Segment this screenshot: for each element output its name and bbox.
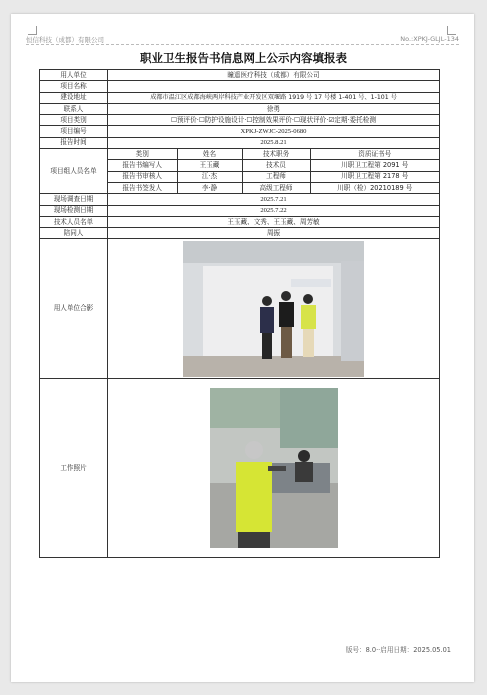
work-photo xyxy=(210,388,338,548)
staff-cell: 报告书审核人 xyxy=(108,171,177,182)
value: 瞳遥医疗科技（成都）有限公司 xyxy=(108,70,440,81)
staff-cell: 江·杰 xyxy=(177,171,242,182)
label: 用人单位合影 xyxy=(40,239,108,379)
row-employer xyxy=(40,70,440,81)
row-project-name xyxy=(40,81,440,92)
label: 报告时间 xyxy=(40,137,108,148)
value xyxy=(108,81,440,92)
row-staff xyxy=(40,149,440,194)
staff-cell: 技术员 xyxy=(242,160,310,171)
staff-row xyxy=(108,160,439,171)
row-photo-work xyxy=(40,379,440,558)
staff-cell: 李·静 xyxy=(177,182,242,193)
staff-header: 技术职务 xyxy=(242,149,310,160)
label: 技术人员名单 xyxy=(40,216,108,227)
info-table xyxy=(39,69,440,558)
value: 周振 xyxy=(108,228,440,239)
label: 联系人 xyxy=(40,103,108,114)
footer-version: 版号：8.0··启用日期：2025.05.01 xyxy=(345,646,451,654)
label: 建设地址 xyxy=(40,92,108,103)
label: 项目组人员名单 xyxy=(40,149,108,194)
row-report-date xyxy=(40,137,440,148)
header-company: 恒信科技（成都）有限公司 xyxy=(26,36,104,44)
value: 2025.8.21 xyxy=(108,137,440,148)
header-rule xyxy=(26,44,459,45)
value: 徐勇 xyxy=(108,103,440,114)
label: 项目编号 xyxy=(40,126,108,137)
group-photo xyxy=(183,241,364,377)
crop-mark xyxy=(28,26,37,35)
form-title: 职业卫生报告书信息网上公示内容填报表 xyxy=(140,51,347,65)
label: 现场调查日期 xyxy=(40,194,108,205)
label: 陪同人 xyxy=(40,228,108,239)
staff-cell: 高级工程师 xyxy=(242,182,310,193)
row-survey-date xyxy=(40,194,440,205)
label: 工作照片 xyxy=(40,379,108,558)
staff-cell: 王玉藏 xyxy=(177,160,242,171)
staff-table xyxy=(108,149,439,193)
label: 用人单位 xyxy=(40,70,108,81)
staff-cell: 报告书编写人 xyxy=(108,160,177,171)
staff-cell: 川职（检）20210189 号 xyxy=(310,182,439,193)
staff-cell: 川职卫工程第 2178 号 xyxy=(310,171,439,182)
staff-header: 类别 xyxy=(108,149,177,160)
staff-cell: 工程师 xyxy=(242,171,310,182)
crop-mark xyxy=(447,26,456,35)
row-report-no xyxy=(40,126,440,137)
value: 成都市温江区成都海峡两岸科技产业开发区双堰路 1919 号 17 号楼 1-401 号、1-101 号 xyxy=(108,92,440,103)
value: 王玉藏、文秀、王玉藏、周芳敏 xyxy=(108,216,440,227)
row-category xyxy=(40,115,440,126)
staff-cell: 报告书签发人 xyxy=(108,182,177,193)
row-escort xyxy=(40,228,440,239)
row-contact xyxy=(40,103,440,114)
staff-header: 资质证书号 xyxy=(310,149,439,160)
staff-cell: 川职卫工程第 2091 号 xyxy=(310,160,439,171)
row-tech-staff xyxy=(40,216,440,227)
value: 2025.7.22 xyxy=(108,205,440,216)
label: 项目名称 xyxy=(40,81,108,92)
row-detect-date xyxy=(40,205,440,216)
value: ☐预评价·☐防护设施设计·☐控制效果评价·☐现状评价·☑定期·委托检测 xyxy=(108,115,440,126)
value: 2025.7.21 xyxy=(108,194,440,205)
value: XPKJ-ZWJC-2025-0680 xyxy=(108,126,440,137)
header-doc-number: No.:XPKJ-GLJL-134 xyxy=(400,35,459,43)
staff-header-row xyxy=(108,149,439,160)
staff-header: 姓名 xyxy=(177,149,242,160)
row-address xyxy=(40,92,440,103)
label: 现场检测日期 xyxy=(40,205,108,216)
row-photo-employer xyxy=(40,239,440,379)
staff-row xyxy=(108,171,439,182)
label: 项目类别 xyxy=(40,115,108,126)
staff-row xyxy=(108,182,439,193)
